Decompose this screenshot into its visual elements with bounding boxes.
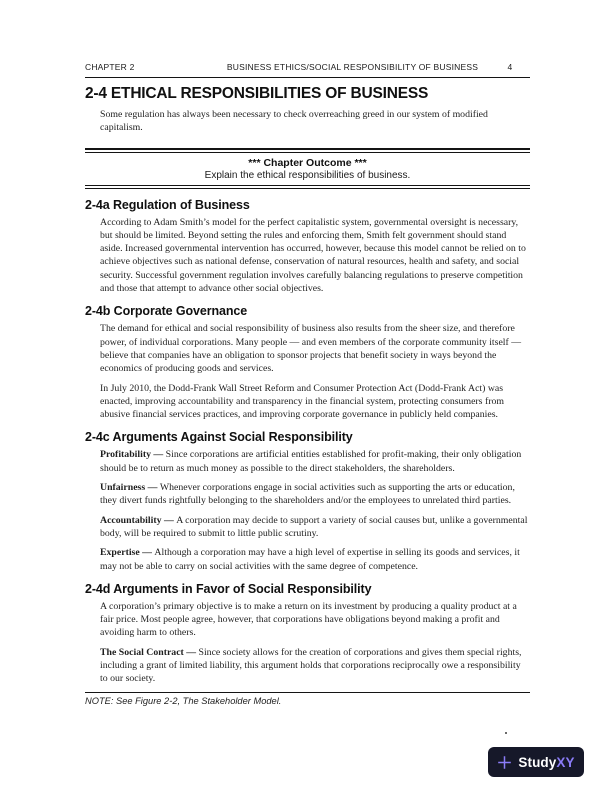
- paragraph-lead: Profitability —: [100, 449, 166, 461]
- paragraph-lead: Expertise —: [100, 547, 155, 559]
- chapter-outcome-box: [85, 148, 530, 189]
- paragraph-text: Although a corporation may have a high level of expertise in selling its goods and services, it may not be able to carry on social activities with the same degree of competence.: [100, 547, 520, 572]
- outcome-bottom-rule-1: [85, 185, 530, 186]
- page-content: [85, 62, 530, 706]
- paragraph-text: In July 2010, the Dodd-Frank Wall Street Reform and Consumer Protection Act (Dodd-Frank Act) was enacted, improving accountability and transparency in the financial system, protecting consumers from abusive financial services practices, and improving corporate governance in publicly held companies.: [100, 382, 504, 421]
- note-text: NOTE: See Figure 2-2, The Stakeholder Model.: [85, 695, 282, 706]
- section-2-4b: [85, 304, 530, 421]
- section-heading: 2-4c Arguments Against Social Responsibility: [85, 430, 353, 445]
- paragraph-text: According to Adam Smith’s model for the perfect capitalistic system, governmental oversight is necessary, but should be limited. Beyond setting the rules and enforcing them, Smith felt government should stand aside. Increased governmental intervention has occurred, however, because this model cannot be relied on to achieve objectives such as national defense, conservation of natural resources, health and safety, and social security. Successful government regulation involves carefully balancing regulations to preserve competition and those that attempt to advance other social objectives.: [100, 216, 526, 295]
- page-number: 4: [507, 62, 513, 72]
- plus-icon: [497, 755, 512, 770]
- paragraph-lead: Unfairness —: [100, 482, 160, 494]
- section-heading: 2-4a Regulation of Business: [85, 197, 250, 212]
- chapter-label: CHAPTER 2: [85, 62, 135, 72]
- section-heading: 2-4d Arguments in Favor of Social Responsibility: [85, 581, 372, 596]
- running-title: BUSINESS ETHICS/SOCIAL RESPONSIBILITY OF BUSINESS: [226, 62, 479, 72]
- paragraph-lead: The Social Contract —: [100, 646, 199, 658]
- section-heading: 2-4b Corporate Governance: [85, 304, 248, 319]
- paragraph: [100, 322, 528, 375]
- brand-accent: XY: [556, 754, 575, 770]
- section-2-4d: [85, 582, 530, 686]
- paragraph: [100, 382, 528, 422]
- paragraph: [100, 546, 528, 573]
- paragraph: [100, 600, 528, 640]
- dot-artifact: [505, 732, 507, 734]
- paragraph: [100, 646, 528, 686]
- outcome-bottom-rule-2: [85, 188, 530, 189]
- intro-paragraph: Some regulation has always been necessary to check overreaching greed in our system of modified capitalism.: [100, 109, 488, 134]
- paragraph: [100, 216, 528, 296]
- section-2-4c: [85, 430, 530, 572]
- paragraph-text: A corporation may decide to support a variety of social causes but, unlike a governmental body, will be required to submit to little public scrutiny.: [100, 514, 528, 539]
- outcome-top-rule-thin: [85, 152, 530, 153]
- note-divider: [85, 692, 530, 693]
- section-2-4a: [85, 198, 530, 296]
- outcome-title: *** Chapter Outcome ***: [248, 156, 367, 169]
- running-header: [85, 62, 530, 78]
- paragraph: [100, 514, 528, 541]
- paragraph-text: Since corporations are artificial entities established for profit-making, their only obligation should be to return as much money as possible to the direct stakeholders, the shareholders.: [100, 449, 522, 474]
- paragraph: [100, 481, 528, 508]
- paragraph-lead: Accountability —: [100, 514, 177, 526]
- paragraph-text: Whenever corporations engage in social activities such as supporting the arts or education, they divert funds rightfully belonging to the shareholders and/or the employees to unrelated third parties.: [100, 482, 515, 507]
- studyxy-badge[interactable]: [488, 747, 584, 777]
- outcome-top-rule-thick: [85, 148, 530, 151]
- paragraph: [100, 448, 528, 475]
- brand-primary: Study: [518, 754, 557, 770]
- paragraph-text: Since society allows for the creation of corporations and gives them special rights, including a grant of limited liability, this argument holds that corporations reciprocally owe a responsibility to our society.: [100, 646, 522, 685]
- outcome-bottom-rules: [85, 185, 530, 189]
- paragraph-text: A corporation’s primary objective is to make a return on its investment by producing a quality product at a fair price. Most people agree, however, that corporations have obligations beyond making a profit and avoiding harm to others.: [100, 600, 517, 639]
- brand-wordmark: [518, 755, 574, 770]
- page-title: 2-4 ETHICAL RESPONSIBILITIES OF BUSINESS: [85, 85, 429, 102]
- paragraph-text: The demand for ethical and social responsibility of business also results from the sheer size, and therefore power, of individual corporations. Many people — and even members of the corporate community itself — believe that companies have an obligation to sponsor projects that benefit society in ways beyond the economics of producing goods and services.: [100, 323, 522, 375]
- outcome-text: Explain the ethical responsibilities of business.: [204, 169, 411, 181]
